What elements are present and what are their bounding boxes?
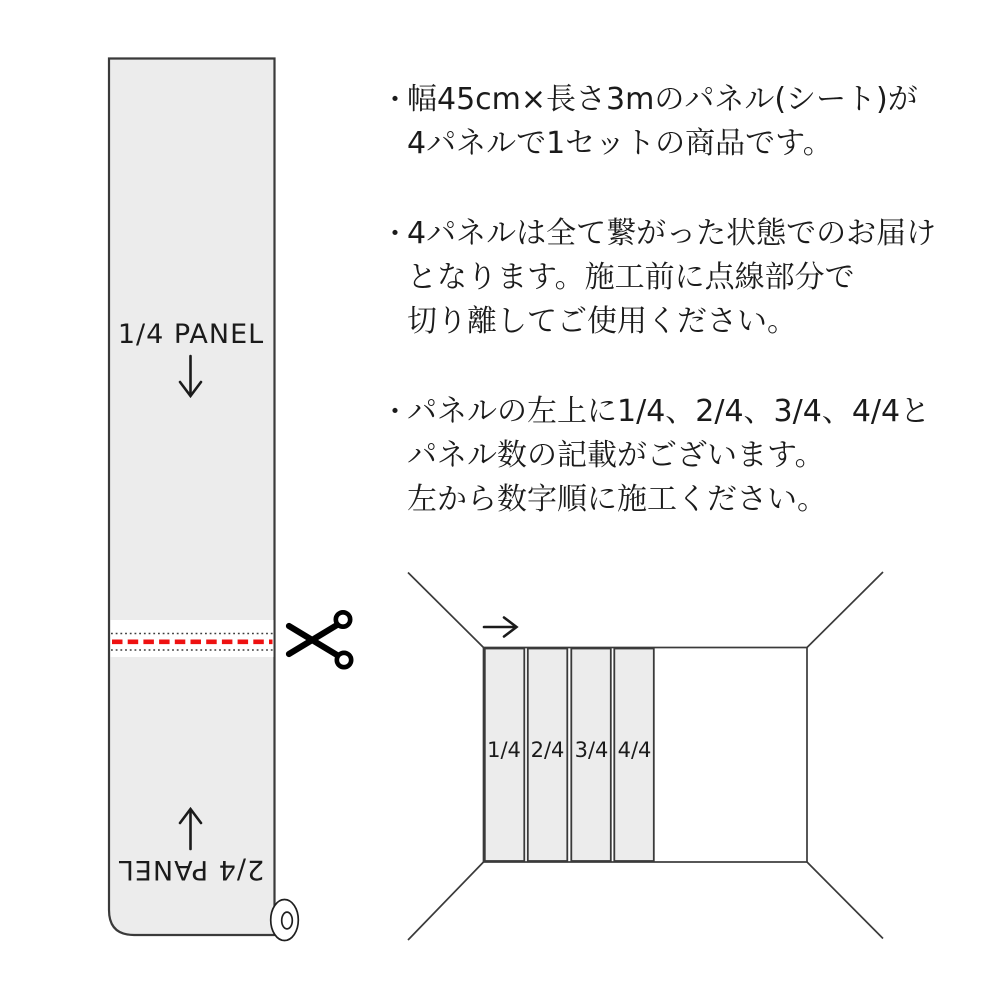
note-item-2 [381, 212, 981, 344]
note-item-1 [381, 78, 981, 166]
note-line: 4パネルで1セットの商品です。 [407, 126, 833, 161]
room-corner-line-top-right [807, 572, 883, 648]
room-corner-line-bottom-left [408, 862, 484, 940]
panel-sheet-bottom-label: 2/4 PANEL [117, 854, 265, 885]
room-corner-line-top-left [408, 573, 484, 648]
note-line: 切り離してご使用ください。 [407, 304, 797, 339]
scissors-icon [289, 612, 351, 667]
cut-band [111, 620, 274, 657]
note-line: 幅45cm×長さ3mのパネル(シート)が [407, 82, 918, 117]
roll-end-icon [271, 900, 299, 941]
panel-sheet [109, 59, 275, 936]
note-line: パネル数の記載がございます。 [407, 438, 825, 473]
product-notes [381, 78, 981, 568]
room-corner-line-bottom-right [807, 862, 883, 939]
room-panel-label-4: 4/4 [617, 738, 652, 762]
note-line: 左から数字順に施工ください。 [407, 482, 827, 517]
bullet-marker: ・ [381, 83, 410, 116]
bullet-marker: ・ [381, 395, 410, 428]
right-arrow-icon [484, 618, 517, 637]
panel-sheet-figure [109, 59, 351, 941]
note-item-3 [381, 390, 981, 522]
note-line: 4パネルは全て繋がった状態でのお届け [407, 216, 937, 251]
room-panel-label-3: 3/4 [574, 738, 609, 762]
room-panel-label-1: 1/4 [487, 738, 521, 762]
note-line: となります。施工前に点線部分で [407, 260, 855, 295]
note-line: パネルの左上に1/4、2/4、3/4、4/4と [407, 394, 931, 429]
bullet-marker: ・ [381, 217, 410, 250]
room-panel-label-2: 2/4 [530, 738, 565, 762]
panel-sheet-top-label: 1/4 PANEL [117, 319, 265, 350]
